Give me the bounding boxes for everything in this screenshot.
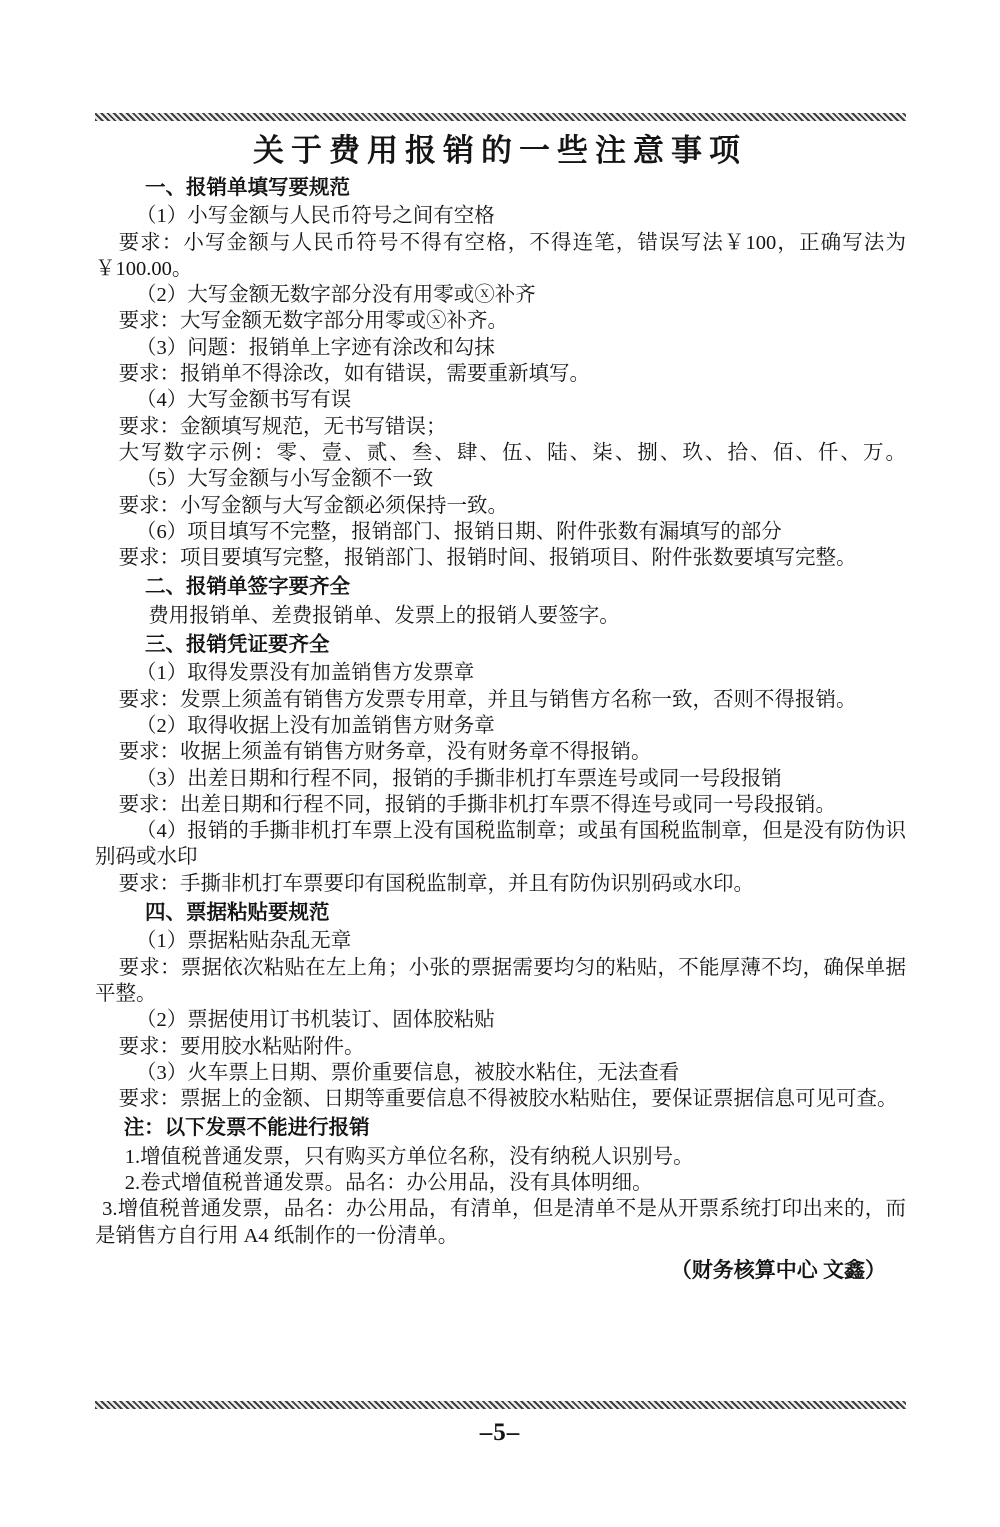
signature: （财务核算中心 文鑫） [670, 1257, 886, 1282]
paragraph: 要求：票据依次粘贴在左上角；小张的票据需要均匀的粘贴，不能厚薄不均，确保单据平整。 [95, 956, 906, 1005]
paragraph: （4）大写金额书写有误 [136, 389, 352, 412]
section-heading: 三、报销凭证要齐全 [145, 634, 330, 657]
paragraph: 要求：小写金额与大写金额必须保持一致。 [118, 494, 509, 517]
paragraph: （3）问题：报销单上字迹有涂改和勾抹 [136, 336, 495, 359]
paragraph: 3.增值税普通发票，品名：办公用品，有清单，但是清单不是从开票系统打印出来的，而是销售方自行用 A4 纸制作的一份清单。 [95, 1198, 906, 1247]
paragraph: 要求：报销单不得涂改，如有错误，需要重新填写。 [118, 363, 591, 386]
paragraph: 要求：大写金额无数字部分用零或ⓧ补齐。 [118, 310, 509, 333]
paragraph: （3）火车票上日期、票价重要信息，被胶水粘住，无法查看 [136, 1061, 680, 1084]
paragraph: 要求：要用胶水粘贴附件。 [118, 1035, 365, 1058]
page-number: –5– [479, 1419, 521, 1446]
paragraph: 要求：小写金额与人民币符号不得有空格，不得连笔，错误写法￥100，正确写法为￥100.00。 [95, 231, 906, 280]
paragraph: （2）票据使用订书机装订、固体胶粘贴 [136, 1009, 495, 1032]
paragraph: （1）小写金额与人民币符号之间有空格 [136, 205, 495, 228]
paragraph: （3）出差日期和行程不同，报销的手撕非机打车票连号或同一号段报销 [136, 767, 782, 790]
bottom-border-rule [95, 1401, 906, 1409]
page-title: 关于费用报销的一些注意事项 [253, 133, 747, 168]
paragraph: （4）报销的手撕非机打车票上没有国税监制章；或虽有国税监制章，但是没有防伪识别码或水印 [95, 820, 906, 869]
paragraph: 要求：出差日期和行程不同，报销的手撕非机打车票不得连号或同一号段报销。 [118, 793, 837, 816]
paragraph: 1.增值税普通发票，只有购买方单位名称，没有纳税人识别号。 [124, 1145, 694, 1168]
paragraph: 要求：金额填写规范，无书写错误； [118, 415, 447, 438]
paragraph: （1）票据粘贴杂乱无章 [136, 930, 352, 953]
paragraph: 要求：手撕非机打车票要印有国税监制章，并且有防伪识别码或水印。 [118, 872, 755, 895]
top-border-rule [95, 113, 906, 121]
section-heading: 二、报销单签字要齐全 [145, 576, 351, 599]
paragraph: 要求：发票上须盖有销售方发票专用章，并且与销售方名称一致，否则不得报销。 [118, 688, 857, 711]
paragraph: （2）取得收据上没有加盖销售方财务章 [136, 714, 495, 737]
section-heading: 四、票据粘贴要规范 [145, 902, 330, 925]
paragraph: 要求：收据上须盖有销售方财务章，没有财务章不得报销。 [118, 741, 652, 764]
paragraph: （6）项目填写不完整，报销部门、报销日期、附件张数有漏填写的部分 [136, 520, 782, 543]
section-heading: 一、报销单填写要规范 [145, 177, 351, 199]
section-heading: 注：以下发票不能进行报销 [123, 1117, 370, 1140]
paragraph: （2）大写金额无数字部分没有用零或ⓧ补齐 [136, 284, 536, 307]
paragraph: 要求：项目要填写完整，报销部门、报销时间、报销项目、附件张数要填写完整。 [118, 547, 857, 570]
paragraph: 费用报销单、差费报销单、发票上的报销人要签字。 [148, 604, 620, 627]
paragraph: （1）取得发票没有加盖销售方发票章 [136, 662, 475, 685]
paragraph: 大写数字示例：零、壹、贰、叁、肆、伍、陆、柒、捌、玖、拾、佰、仟、万。 [118, 441, 906, 464]
document-page [0, 113, 1000, 1527]
paragraph: （5）大写金额与小写金额不一致 [136, 468, 434, 491]
paragraph: 2.卷式增值税普通发票。品名：办公用品，没有具体明细。 [124, 1171, 653, 1194]
document-body [95, 175, 906, 1283]
paragraph: 要求：票据上的金额、日期等重要信息不得被胶水粘贴住，要保证票据信息可见可查。 [118, 1088, 898, 1111]
